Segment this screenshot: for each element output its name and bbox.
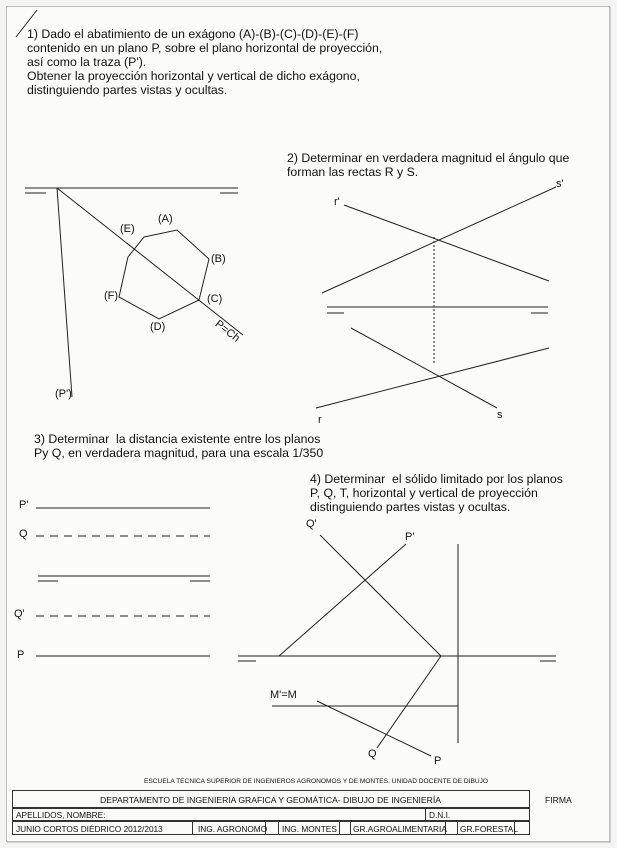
department-name: DEPARTAMENTO DE INGENIERIA GRAFICA Y GEOMÁTICA- DIBUJO DE INGENIERÍA — [100, 795, 441, 805]
exercise-4-line-2: P, Q, T, horizontal y vertical de proyección — [310, 486, 538, 500]
exercise-4-line-3: distinguiendo partes vistas y ocultas. — [310, 500, 511, 514]
dni-label: D.N.I. — [429, 810, 451, 820]
label-q-prime-4: Q' — [306, 518, 317, 530]
hexagon — [119, 230, 209, 319]
label-m: M'=M — [270, 689, 297, 701]
school-name: ESCUELA TECNICA SUPERIOR DE INGENIEROS AGRONOMOS Y DE MONTES. UNIDAD DOCENTE DE DIBUJO — [144, 778, 489, 785]
label-p-prime: (P') — [55, 388, 72, 400]
corner-mark — [16, 10, 37, 37]
exercise-1-line-2: contenido en un plano P, sobre el plano horizontal de proyección, — [27, 41, 383, 55]
trace-q-prime — [320, 535, 441, 656]
ing-agronomo-box: ING. AGRONOMO — [198, 824, 268, 834]
apellidos-label: APELLIDOS, NOMBRE: — [16, 810, 106, 820]
exercise-4-figure — [238, 535, 556, 756]
exercise-2-line-1: 2) Determinar en verdadera magnitud el ángulo que — [287, 151, 570, 165]
firma-label: FIRMA — [545, 795, 572, 805]
exercise-1-line-3: así como la traza (P'). — [27, 55, 147, 69]
exam-name: JUNIO CORTOS DIÉDRICO 2012/2013 — [16, 824, 163, 834]
ing-montes-box: ING. MONTES — [282, 824, 337, 834]
line-s-prime — [322, 187, 556, 293]
label-r-prime: r' — [334, 196, 340, 208]
exercise-1-line-1: 1) Dado el abatimiento de un exágono (A)-(B)-(C)-(D)-(E)-(F) — [27, 27, 359, 41]
gr-forestal-box: GR.FORESTAL — [460, 824, 518, 834]
exercise-4-line-1: 4) Determinar el sólido limitado por los planos — [310, 472, 563, 486]
label-trace: P=Ch — [212, 318, 242, 345]
trace-p-prime — [279, 544, 406, 656]
line-s — [351, 328, 497, 408]
label-plane-p: P — [17, 649, 25, 661]
label-b: (B) — [211, 253, 226, 265]
label-a: (A) — [158, 213, 173, 225]
label-q-4: Q — [368, 748, 377, 760]
label-r: r — [318, 414, 322, 426]
label-plane-p-prime: P' — [19, 499, 29, 511]
exercise-3-line-1: 3) Determinar la distancia existente entre los planos — [34, 432, 321, 446]
label-s: s — [497, 409, 503, 421]
label-d: (D) — [150, 321, 166, 333]
label-p-4: P — [434, 755, 442, 767]
label-p-prime-4: P' — [405, 531, 415, 543]
gr-agroalimentaria-box: GR.AGROALIMENTARIA — [353, 824, 447, 834]
label-e: (E) — [120, 223, 135, 235]
exercise-1-line-4: Obtener la proyección horizontal y vertical de dicho exágono, — [27, 69, 360, 83]
label-plane-q: Q — [19, 528, 28, 540]
line-r — [316, 348, 549, 408]
exercise-2-line-2: forman las rectas R y S. — [287, 165, 419, 179]
label-f: (F) — [104, 290, 119, 302]
exercise-3-figure — [36, 508, 210, 656]
trace-p-prime — [57, 188, 72, 397]
exercise-2-figure — [316, 187, 556, 408]
exercise-1-line-5: distinguiendo partes vistas y ocultas. — [27, 83, 228, 97]
exercise-3-line-2: Py Q, en verdadera magnitud, para una escala 1/350 — [34, 446, 324, 460]
label-s-prime: s' — [556, 178, 564, 190]
label-plane-q-prime: Q' — [14, 608, 25, 620]
label-c: (C) — [207, 293, 223, 305]
